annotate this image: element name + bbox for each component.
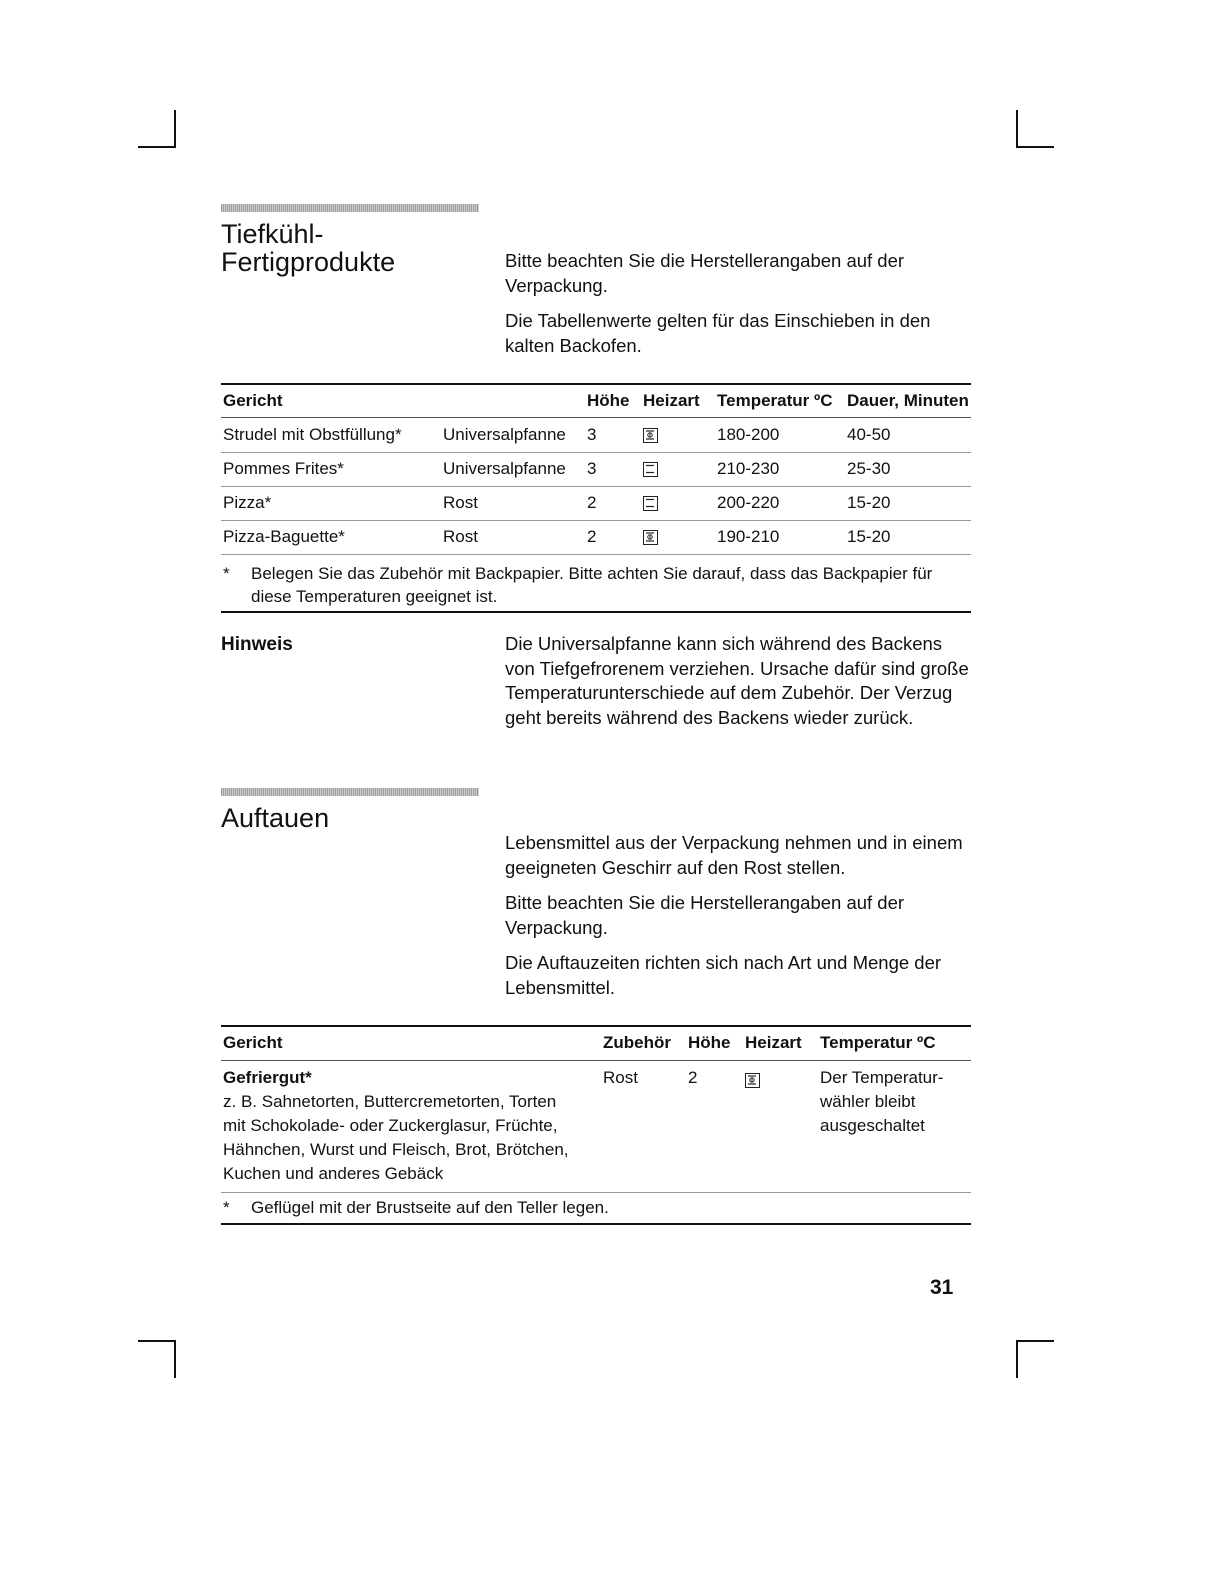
crop-mark-top-right — [1016, 146, 1054, 148]
heating-cell — [743, 1060, 818, 1192]
table-row — [221, 1060, 971, 1192]
level-cell: 3 — [585, 452, 641, 486]
accessory-cell: Universalpfanne — [441, 417, 585, 452]
title-line-2: Fertigprodukte — [221, 247, 396, 277]
temperature-cell — [818, 1060, 971, 1192]
crop-mark-bottom-right — [1016, 1340, 1054, 1342]
title-line-1: Tiefkühl- — [221, 219, 324, 249]
table-bottom-rule — [221, 1223, 971, 1225]
footnote-star: * — [223, 1198, 230, 1217]
hot-air-icon — [643, 530, 658, 545]
temperature-note: Der Temperatur-wähler bleibt ausgeschaltet — [820, 1067, 944, 1135]
intro-paragraph: Lebensmittel aus der Verpackung nehmen und in einem geeigneten Geschirr auf den Rost stellen. — [505, 832, 963, 878]
level-cell: 2 — [686, 1060, 743, 1192]
column-header: Gericht — [221, 1026, 601, 1060]
duration-cell: 15-20 — [845, 486, 971, 520]
note-label: Hinweis — [221, 634, 293, 655]
column-header: Heizart — [641, 384, 715, 417]
intro-paragraph: Bitte beachten Sie die Herstellerangaben auf der Verpackung. — [505, 250, 905, 296]
temperature-cell: 210-230 — [715, 452, 845, 486]
table-row — [221, 520, 971, 554]
level-cell: 2 — [585, 486, 641, 520]
intro-paragraph: Die Tabellenwerte gelten für das Einschieben in den kalten Backofen. — [505, 310, 931, 356]
dish-title: Gefriergut* — [223, 1067, 312, 1087]
column-header: Zubehör — [601, 1026, 686, 1060]
dish-cell: Strudel mit Obstfüllung* — [221, 417, 441, 452]
accessory-cell: Rost — [601, 1060, 686, 1192]
crop-mark-top-right — [1016, 110, 1018, 148]
accessory-cell: Rost — [441, 520, 585, 554]
heating-cell — [641, 417, 715, 452]
footnote-text: Geflügel mit der Brustseite auf den Teller legen. — [251, 1198, 609, 1217]
frozen-products-table — [221, 383, 971, 555]
top-bottom-heat-icon — [643, 462, 658, 477]
note-text: Die Universalpfanne kann sich während des Backens von Tiefgefrorenem verziehen. Ursache dafür sind große Temperaturunterschiede auf dem Zubehör. Der Verzug geht bereits während des Backens wieder zurück. — [505, 633, 969, 728]
intro-paragraph: Bitte beachten Sie die Herstellerangaben auf der Verpackung. — [505, 892, 905, 938]
accessory-cell: Universalpfanne — [441, 452, 585, 486]
page-number: 31 — [930, 1276, 954, 1299]
table-footnote — [221, 562, 971, 608]
temperature-cell: 180-200 — [715, 417, 845, 452]
heating-cell — [641, 452, 715, 486]
crop-mark-bottom-left — [174, 1340, 176, 1378]
section-divider-bar — [221, 788, 479, 796]
intro-paragraph: Die Auftauzeiten richten sich nach Art und Menge der Lebensmittel. — [505, 952, 942, 998]
accessory-cell: Rost — [441, 486, 585, 520]
section-title-tiefkuehl — [221, 220, 395, 276]
top-bottom-heat-icon — [643, 496, 658, 511]
column-header: Höhe — [585, 384, 641, 417]
section-divider-bar — [221, 204, 479, 212]
dish-detail: z. B. Sahnetorten, Buttercremetorten, Torten mit Schokolade- oder Zuckerglasur, Früchte, Hähnchen, Wurst und Fleisch, Brot, Brötchen, Kuchen und anderes Gebäck — [223, 1091, 569, 1183]
duration-cell: 25-30 — [845, 452, 971, 486]
table-row — [221, 417, 971, 452]
dish-cell: Pizza* — [221, 486, 441, 520]
column-header: Gericht — [221, 384, 441, 417]
column-header: Höhe — [686, 1026, 743, 1060]
heating-cell — [641, 520, 715, 554]
column-header — [441, 384, 585, 417]
hot-air-icon — [745, 1073, 760, 1088]
table-footnote — [221, 1196, 971, 1220]
column-header: Dauer, Minuten — [845, 384, 971, 417]
footnote-star: * — [223, 564, 230, 583]
defrost-table — [221, 1025, 971, 1193]
column-header: Heizart — [743, 1026, 818, 1060]
column-header: Temperatur ºC — [715, 384, 845, 417]
crop-mark-bottom-left — [138, 1340, 176, 1342]
temperature-cell: 190-210 — [715, 520, 845, 554]
table-row — [221, 486, 971, 520]
dish-cell: Pizza-Baguette* — [221, 520, 441, 554]
table-row — [221, 452, 971, 486]
duration-cell: 15-20 — [845, 520, 971, 554]
crop-mark-bottom-right — [1016, 1340, 1018, 1378]
level-cell: 3 — [585, 417, 641, 452]
column-header: Temperatur ºC — [818, 1026, 971, 1060]
crop-mark-top-left — [174, 110, 176, 148]
dish-cell: Pommes Frites* — [221, 452, 441, 486]
heating-cell — [641, 486, 715, 520]
crop-mark-top-left — [138, 146, 176, 148]
level-cell: 2 — [585, 520, 641, 554]
hot-air-icon — [643, 428, 658, 443]
footnote-text: Belegen Sie das Zubehör mit Backpapier. Bitte achten Sie darauf, dass das Backpapier für diese Temperaturen geeignet ist. — [251, 564, 933, 606]
duration-cell: 40-50 — [845, 417, 971, 452]
dish-cell — [221, 1060, 601, 1192]
section-title-auftauen: Auftauen — [221, 803, 330, 833]
temperature-cell: 200-220 — [715, 486, 845, 520]
table-bottom-rule — [221, 611, 971, 613]
